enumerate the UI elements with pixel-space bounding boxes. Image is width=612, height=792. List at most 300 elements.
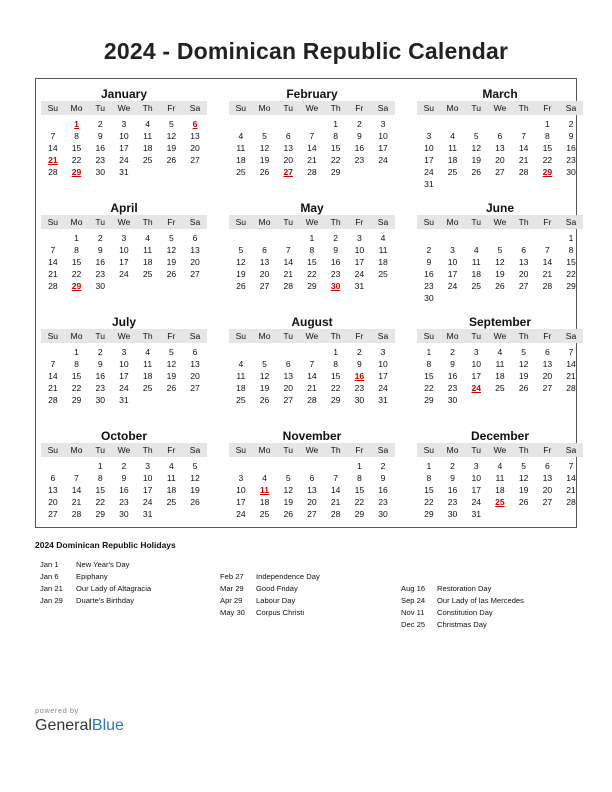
day-cell: 1 bbox=[309, 233, 315, 243]
day-cell: 29 bbox=[330, 167, 341, 177]
day-cell: 3 bbox=[426, 131, 432, 141]
day-cell: 9 bbox=[97, 245, 103, 255]
day-cell: 10 bbox=[236, 485, 246, 495]
day-cell: 15 bbox=[330, 143, 341, 153]
weekday-header bbox=[41, 443, 207, 457]
day-cell: 7 bbox=[333, 473, 339, 483]
day-cell: 12 bbox=[259, 143, 270, 153]
weekday-label: We bbox=[117, 330, 131, 341]
weekday-label: Fr bbox=[543, 216, 552, 227]
day-cell: 18 bbox=[259, 497, 270, 507]
day-cell: 16 bbox=[447, 485, 458, 495]
day-cell: 10 bbox=[142, 473, 153, 483]
day-cell: 15 bbox=[307, 257, 317, 267]
weekday-label: Fr bbox=[167, 102, 176, 113]
day-cell: 8 bbox=[356, 473, 362, 483]
day-cell: 5 bbox=[168, 233, 174, 243]
day-cell: 27 bbox=[307, 509, 317, 519]
holiday-name: Epiphany bbox=[76, 572, 108, 581]
day-cell: 10 bbox=[354, 245, 365, 255]
day-cell: 11 bbox=[143, 359, 153, 369]
day-cell: 12 bbox=[166, 359, 177, 369]
day-cell: 1 bbox=[333, 347, 339, 357]
day-cell: 4 bbox=[145, 233, 151, 243]
day-cell: 31 bbox=[119, 395, 129, 405]
weekday-label: Mo bbox=[258, 216, 271, 227]
holiday-date: Jan 29 bbox=[40, 596, 63, 605]
weekday-label: Th bbox=[518, 330, 529, 341]
month-january bbox=[41, 82, 207, 190]
day-cell: 20 bbox=[48, 497, 58, 507]
day-cell: 20 bbox=[283, 155, 294, 165]
day-cell: 30 bbox=[119, 509, 129, 519]
day-cell: 12 bbox=[259, 371, 270, 381]
day-cell: 17 bbox=[142, 485, 153, 495]
day-cell: 22 bbox=[424, 497, 434, 507]
day-cell: 18 bbox=[166, 485, 177, 495]
day-cell: 8 bbox=[426, 473, 432, 483]
day-cell: 3 bbox=[380, 347, 386, 357]
day-cell: 21 bbox=[48, 269, 58, 279]
day-cell: 23 bbox=[378, 497, 388, 507]
weekday-label: Th bbox=[142, 216, 153, 227]
weekday-label: Sa bbox=[189, 216, 201, 227]
day-cell: 3 bbox=[450, 245, 455, 255]
month-november bbox=[229, 424, 395, 532]
day-cell: 21 bbox=[71, 497, 82, 507]
day-cell: 28 bbox=[71, 509, 82, 519]
weekday-label: Su bbox=[423, 102, 435, 113]
holiday-name: Restoration Day bbox=[437, 584, 492, 593]
day-cell: 15 bbox=[424, 485, 434, 495]
day-cell: 13 bbox=[190, 131, 200, 141]
day-cell: 9 bbox=[568, 131, 574, 141]
day-cell: 11 bbox=[236, 371, 246, 381]
weekday-header bbox=[41, 329, 207, 343]
weekday-label: Th bbox=[330, 444, 341, 455]
day-cell: 1 bbox=[333, 119, 339, 129]
weekday-label: Mo bbox=[446, 102, 459, 113]
day-cell: 19 bbox=[518, 485, 529, 495]
day-cell: 8 bbox=[74, 359, 79, 369]
day-cell: 26 bbox=[190, 497, 200, 507]
day-cell: 14 bbox=[566, 473, 576, 483]
day-cell: 24 bbox=[424, 167, 434, 177]
weekday-label: Su bbox=[235, 216, 247, 227]
day-cell: 24 bbox=[236, 509, 246, 519]
weekday-label: Mo bbox=[70, 102, 83, 113]
day-cell: 28 bbox=[518, 167, 529, 177]
day-cell: 19 bbox=[166, 143, 177, 153]
day-cell: 2 bbox=[568, 119, 574, 129]
weekday-label: We bbox=[117, 444, 131, 455]
day-cell: 28 bbox=[566, 383, 576, 393]
day-cell: 2 bbox=[426, 245, 432, 255]
weekday-label: Mo bbox=[70, 444, 83, 455]
month-june bbox=[417, 196, 583, 304]
day-cell: 25 bbox=[447, 167, 458, 177]
weekday-label: Su bbox=[235, 330, 247, 341]
day-cell: 10 bbox=[378, 359, 388, 369]
day-cell: 20 bbox=[259, 269, 270, 279]
weekday-header bbox=[417, 215, 583, 229]
holiday-day-cell: 27 bbox=[283, 167, 294, 177]
day-cell: 14 bbox=[518, 143, 529, 153]
day-cell: 18 bbox=[142, 371, 153, 381]
day-cell: 31 bbox=[354, 281, 365, 291]
day-cell: 15 bbox=[95, 485, 106, 495]
day-cell: 30 bbox=[95, 167, 106, 177]
day-cell: 7 bbox=[309, 359, 315, 369]
day-cell: 26 bbox=[518, 497, 529, 507]
day-cell: 25 bbox=[142, 155, 153, 165]
day-cell: 5 bbox=[521, 347, 527, 357]
day-cell: 21 bbox=[518, 155, 529, 165]
day-cell: 14 bbox=[542, 257, 553, 267]
day-cell: 27 bbox=[190, 155, 200, 165]
day-cell: 18 bbox=[236, 383, 246, 393]
day-cell: 5 bbox=[262, 131, 267, 141]
weekday-label: We bbox=[305, 330, 319, 341]
day-cell: 15 bbox=[354, 485, 365, 495]
weekday-label: Tu bbox=[95, 330, 106, 341]
weekday-label: Su bbox=[47, 330, 59, 341]
month-name: September bbox=[468, 315, 532, 329]
day-cell: 21 bbox=[48, 383, 58, 393]
generalblue-logo[interactable] bbox=[35, 717, 124, 735]
weekday-label: Sa bbox=[189, 444, 201, 455]
month-march bbox=[417, 82, 583, 190]
holiday-date: Jan 1 bbox=[40, 560, 59, 569]
day-cell: 12 bbox=[518, 359, 529, 369]
day-cell: 12 bbox=[495, 257, 505, 267]
day-cell: 2 bbox=[356, 119, 362, 129]
day-cell: 23 bbox=[330, 269, 341, 279]
day-cell: 19 bbox=[166, 257, 177, 267]
day-cell: 27 bbox=[259, 281, 270, 291]
day-cell: 23 bbox=[95, 383, 106, 393]
month-april bbox=[41, 196, 207, 304]
day-cell: 2 bbox=[97, 119, 103, 129]
day-cell: 29 bbox=[307, 281, 317, 291]
day-cell: 11 bbox=[143, 245, 153, 255]
day-cell: 5 bbox=[285, 473, 291, 483]
weekday-label: Tu bbox=[283, 102, 294, 113]
day-cell: 4 bbox=[262, 473, 267, 483]
weekday-label: We bbox=[117, 102, 131, 113]
day-cell: 5 bbox=[521, 461, 527, 471]
day-cell: 11 bbox=[166, 473, 176, 483]
holiday-date: Dec 25 bbox=[401, 620, 426, 629]
day-cell: 6 bbox=[309, 473, 315, 483]
day-cell: 7 bbox=[309, 131, 315, 141]
day-cell: 24 bbox=[447, 281, 458, 291]
day-cell: 20 bbox=[190, 371, 200, 381]
day-cell: 22 bbox=[330, 383, 341, 393]
weekday-label: We bbox=[493, 330, 507, 341]
day-cell: 8 bbox=[568, 245, 574, 255]
day-cell: 21 bbox=[542, 269, 553, 279]
day-cell: 9 bbox=[333, 245, 339, 255]
day-cell: 10 bbox=[471, 359, 482, 369]
day-cell: 9 bbox=[450, 473, 455, 483]
day-cell: 13 bbox=[190, 359, 200, 369]
day-cell: 22 bbox=[71, 269, 82, 279]
day-cell: 21 bbox=[283, 269, 294, 279]
day-cell: 5 bbox=[238, 245, 244, 255]
day-cell: 26 bbox=[166, 155, 177, 165]
day-cell: 4 bbox=[473, 245, 479, 255]
holiday-date: Nov 11 bbox=[401, 608, 425, 617]
day-cell: 22 bbox=[330, 155, 341, 165]
day-cell: 29 bbox=[424, 509, 434, 519]
day-cell: 19 bbox=[518, 371, 529, 381]
day-cell: 28 bbox=[48, 167, 58, 177]
day-cell: 25 bbox=[378, 269, 388, 279]
calendar-grid bbox=[35, 78, 577, 528]
day-cell: 23 bbox=[354, 155, 365, 165]
day-cell: 13 bbox=[518, 257, 529, 267]
holiday-date: Mar 29 bbox=[220, 584, 244, 593]
day-cell: 16 bbox=[330, 257, 341, 267]
day-cell: 2 bbox=[380, 461, 386, 471]
day-cell: 6 bbox=[285, 359, 291, 369]
day-cell: 28 bbox=[566, 497, 576, 507]
day-cell: 20 bbox=[190, 143, 200, 153]
day-cell: 23 bbox=[354, 383, 365, 393]
weekday-label: Sa bbox=[565, 102, 577, 113]
weekday-label: Th bbox=[142, 444, 153, 455]
holiday-day-cell: 6 bbox=[192, 119, 198, 129]
day-cell: 29 bbox=[95, 509, 106, 519]
day-cell: 31 bbox=[424, 179, 434, 189]
day-cell: 30 bbox=[354, 395, 365, 405]
day-cell: 13 bbox=[283, 143, 294, 153]
holiday-date: Jan 21 bbox=[40, 584, 63, 593]
weekday-label: Tu bbox=[283, 216, 294, 227]
weekday-label: Tu bbox=[471, 444, 482, 455]
holiday-name: Corpus Christi bbox=[256, 608, 305, 617]
day-cell: 18 bbox=[495, 371, 505, 381]
day-cell: 9 bbox=[97, 131, 103, 141]
day-cell: 17 bbox=[378, 143, 388, 153]
day-cell: 2 bbox=[121, 461, 127, 471]
day-cell: 31 bbox=[142, 509, 153, 519]
day-cell: 24 bbox=[378, 155, 388, 165]
day-cell: 3 bbox=[121, 233, 127, 243]
day-cell: 22 bbox=[354, 497, 365, 507]
day-cell: 26 bbox=[259, 167, 270, 177]
day-cell: 24 bbox=[142, 497, 153, 507]
day-cell: 7 bbox=[50, 131, 56, 141]
day-cell: 18 bbox=[447, 155, 458, 165]
weekday-label: Tu bbox=[283, 444, 294, 455]
day-cell: 10 bbox=[119, 131, 129, 141]
day-cell: 4 bbox=[450, 131, 455, 141]
weekday-label: Sa bbox=[565, 330, 577, 341]
day-cell: 3 bbox=[121, 119, 127, 129]
weekday-label: Mo bbox=[446, 216, 459, 227]
weekday-label: Mo bbox=[70, 330, 83, 341]
day-cell: 30 bbox=[424, 293, 434, 303]
weekday-label: Tu bbox=[471, 216, 482, 227]
weekday-label: Tu bbox=[95, 216, 106, 227]
month-october bbox=[41, 424, 207, 532]
month-name: November bbox=[282, 429, 342, 443]
holiday-date: Aug 16 bbox=[401, 584, 426, 593]
day-cell: 2 bbox=[356, 347, 362, 357]
weekday-label: Tu bbox=[95, 444, 106, 455]
day-cell: 23 bbox=[119, 497, 129, 507]
day-cell: 19 bbox=[283, 497, 294, 507]
day-cell: 19 bbox=[166, 371, 177, 381]
day-cell: 13 bbox=[542, 359, 553, 369]
day-cell: 16 bbox=[378, 485, 388, 495]
day-cell: 18 bbox=[378, 257, 388, 267]
weekday-label: We bbox=[117, 216, 131, 227]
day-cell: 28 bbox=[283, 281, 294, 291]
weekday-label: Tu bbox=[471, 102, 482, 113]
day-cell: 26 bbox=[495, 281, 505, 291]
holiday-name: New Year's Day bbox=[76, 560, 130, 569]
day-cell: 8 bbox=[426, 359, 432, 369]
month-december bbox=[417, 424, 583, 532]
day-cell: 3 bbox=[380, 119, 386, 129]
day-cell: 3 bbox=[473, 461, 479, 471]
day-cell: 13 bbox=[190, 245, 200, 255]
day-cell: 7 bbox=[521, 131, 527, 141]
day-cell: 15 bbox=[330, 371, 341, 381]
day-cell: 21 bbox=[330, 497, 341, 507]
day-cell: 26 bbox=[259, 395, 270, 405]
day-cell: 25 bbox=[236, 395, 246, 405]
holiday-name: Constitution Day bbox=[437, 608, 493, 617]
day-cell: 2 bbox=[97, 347, 103, 357]
holiday-day-cell: 11 bbox=[259, 485, 270, 495]
month-august bbox=[229, 310, 395, 418]
holiday-date: Feb 27 bbox=[220, 572, 244, 581]
day-cell: 23 bbox=[95, 269, 106, 279]
weekday-label: Su bbox=[235, 102, 247, 113]
day-cell: 27 bbox=[190, 383, 200, 393]
day-cell: 4 bbox=[145, 347, 151, 357]
day-cell: 16 bbox=[119, 485, 129, 495]
holiday-date: Jan 6 bbox=[40, 572, 59, 581]
day-cell: 25 bbox=[495, 383, 505, 393]
weekday-label: Th bbox=[330, 102, 341, 113]
day-cell: 16 bbox=[354, 143, 365, 153]
powered-by-label: powered by bbox=[35, 706, 79, 715]
weekday-label: We bbox=[493, 216, 507, 227]
weekday-label: Su bbox=[47, 102, 59, 113]
day-cell: 26 bbox=[166, 383, 177, 393]
day-cell: 21 bbox=[566, 371, 576, 381]
weekday-label: Su bbox=[47, 216, 59, 227]
weekday-label: We bbox=[493, 102, 507, 113]
month-name: April bbox=[110, 201, 138, 215]
day-cell: 29 bbox=[354, 509, 365, 519]
day-cell: 23 bbox=[447, 383, 458, 393]
weekday-label: Fr bbox=[167, 216, 176, 227]
holiday-name: Christmas Day bbox=[437, 620, 487, 629]
weekday-header bbox=[41, 101, 207, 115]
day-cell: 26 bbox=[471, 167, 482, 177]
day-cell: 27 bbox=[495, 167, 505, 177]
weekday-label: Th bbox=[142, 330, 153, 341]
day-cell: 5 bbox=[473, 131, 479, 141]
day-cell: 14 bbox=[48, 371, 58, 381]
day-cell: 12 bbox=[283, 485, 294, 495]
day-cell: 11 bbox=[495, 359, 505, 369]
day-cell: 27 bbox=[283, 395, 294, 405]
day-cell: 25 bbox=[471, 281, 482, 291]
weekday-header bbox=[229, 101, 395, 115]
day-cell: 6 bbox=[521, 245, 527, 255]
day-cell: 4 bbox=[145, 119, 151, 129]
weekday-label: Su bbox=[423, 216, 435, 227]
weekday-label: Mo bbox=[70, 216, 83, 227]
day-cell: 18 bbox=[471, 269, 482, 279]
holiday-name: Independence Day bbox=[256, 572, 320, 581]
day-cell: 26 bbox=[518, 383, 529, 393]
day-cell: 16 bbox=[424, 269, 434, 279]
day-cell: 20 bbox=[495, 155, 505, 165]
day-cell: 1 bbox=[544, 119, 550, 129]
day-cell: 7 bbox=[568, 461, 574, 471]
weekday-label: Th bbox=[330, 216, 341, 227]
weekday-label: Sa bbox=[565, 216, 577, 227]
day-cell: 21 bbox=[566, 485, 576, 495]
weekday-label: Tu bbox=[95, 102, 106, 113]
day-cell: 22 bbox=[71, 383, 82, 393]
day-cell: 10 bbox=[447, 257, 458, 267]
weekday-label: We bbox=[305, 102, 319, 113]
weekday-label: Sa bbox=[377, 444, 389, 455]
weekday-label: Tu bbox=[283, 330, 294, 341]
day-cell: 17 bbox=[471, 485, 482, 495]
day-cell: 27 bbox=[190, 269, 200, 279]
day-cell: 11 bbox=[448, 143, 457, 153]
day-cell: 8 bbox=[74, 245, 79, 255]
day-cell: 14 bbox=[48, 257, 58, 267]
holiday-name: Labour Day bbox=[256, 596, 296, 605]
day-cell: 12 bbox=[471, 143, 482, 153]
day-cell: 1 bbox=[426, 461, 432, 471]
day-cell: 25 bbox=[236, 167, 246, 177]
day-cell: 9 bbox=[450, 359, 455, 369]
day-cell: 19 bbox=[471, 155, 482, 165]
day-cell: 11 bbox=[495, 473, 505, 483]
day-cell: 16 bbox=[95, 257, 106, 267]
day-cell: 8 bbox=[97, 473, 103, 483]
day-cell: 24 bbox=[378, 383, 388, 393]
day-cell: 10 bbox=[471, 473, 482, 483]
day-cell: 29 bbox=[71, 395, 82, 405]
day-cell: 24 bbox=[471, 497, 482, 507]
day-cell: 18 bbox=[142, 257, 153, 267]
day-cell: 8 bbox=[333, 131, 339, 141]
day-cell: 25 bbox=[259, 509, 270, 519]
weekday-label: Fr bbox=[355, 330, 364, 341]
holiday-day-cell: 30 bbox=[330, 281, 341, 291]
day-cell: 20 bbox=[283, 383, 294, 393]
day-cell: 4 bbox=[238, 131, 244, 141]
day-cell: 19 bbox=[236, 269, 246, 279]
weekday-label: Sa bbox=[377, 102, 389, 113]
day-cell: 3 bbox=[121, 347, 127, 357]
weekday-label: Fr bbox=[167, 444, 176, 455]
day-cell: 1 bbox=[74, 347, 79, 357]
